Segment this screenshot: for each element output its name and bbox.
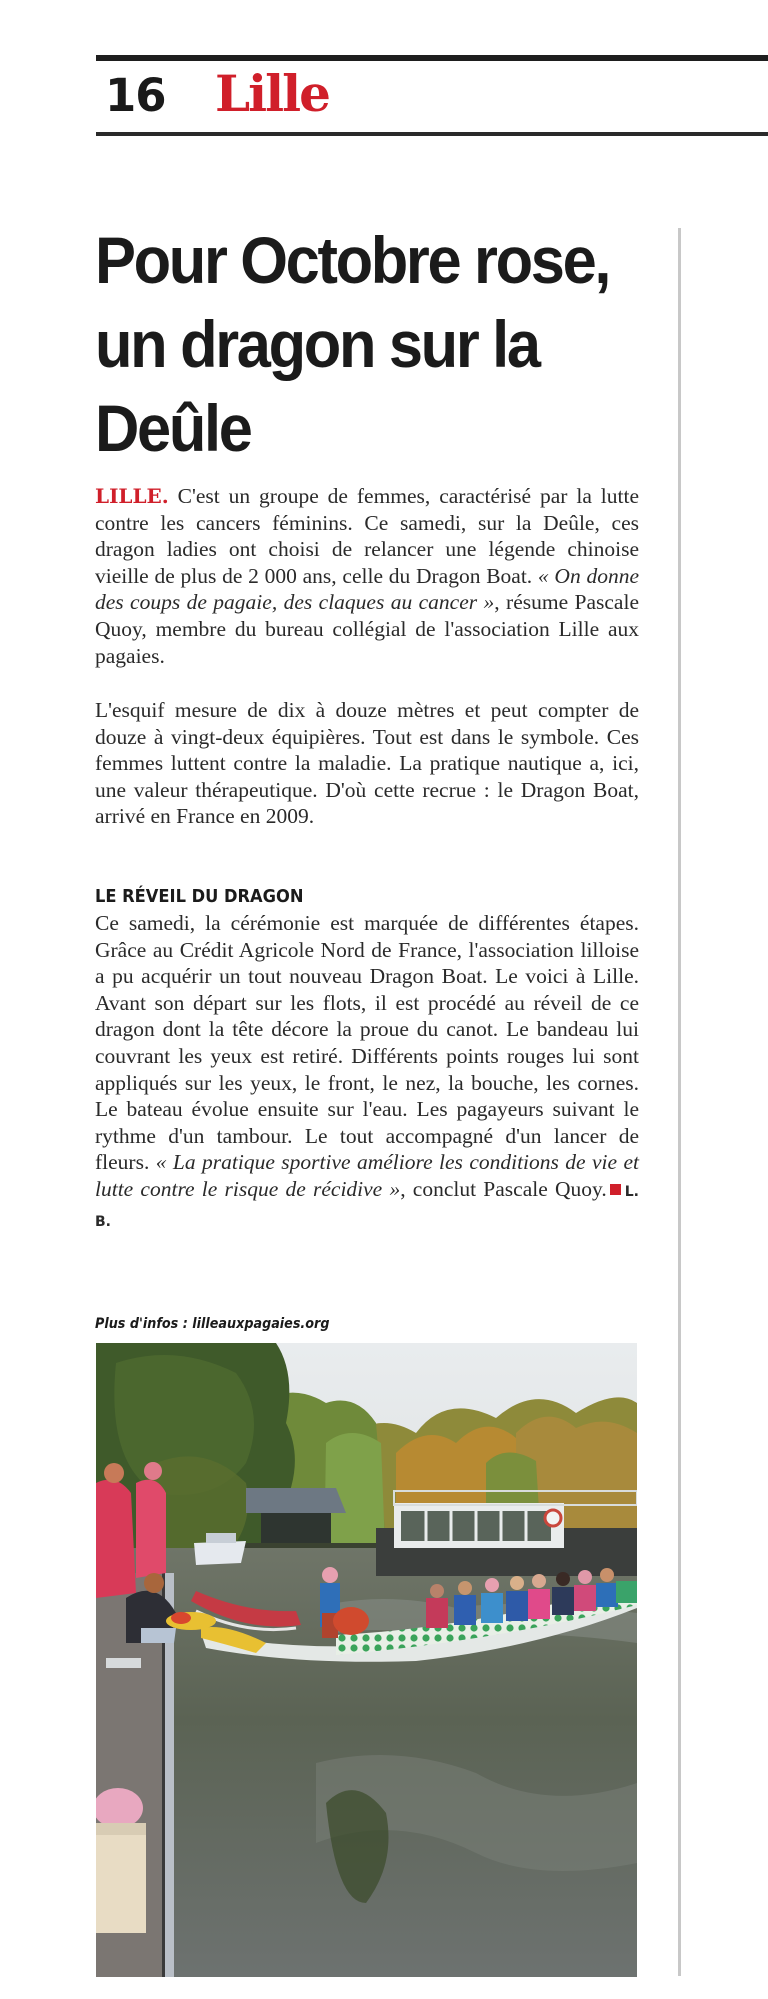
page-number: 16 [105,69,166,122]
quote: « La pratique sportive améliore les conditions de vie et lutte contre le risque de récidive » [95,1150,640,1201]
paragraph-text: , résume Pascale Quoy, membre du bureau collégial de l'association Lille aux pagaies. [95,590,639,668]
section-title: Lille [215,64,329,123]
article-paragraph-3 [95,910,639,1235]
article-paragraph-2 [95,697,639,830]
more-info-link[interactable]: Plus d'infos : lilleauxpagaies.org [95,1316,330,1332]
header-bottom-rule [96,132,768,136]
paragraph-text: , conclut Pascale Quoy. [400,1176,607,1201]
quote: « On donne des coups de pagaie, des claques au cancer » [95,563,639,615]
article-paragraph-1 [95,483,639,669]
paragraph-text: C'est un groupe de femmes, caractérisé par la lutte contre les cancers féminins. Ce samedi, sur la Deûle, ces dragon ladies ont choisi de relancer une légende chinoise vieille de plus de 2 000 ans, celle du Dragon Boat. [95,484,639,588]
column-divider [678,228,681,1976]
article-subhead: LE RÉVEIL DU DRAGON [95,887,304,907]
author-initials: L. B. [95,1183,639,1230]
paragraph-text: L'esquif mesure de dix à douze mètres et peut compter de douze à vingt-deux équipières. Tout est dans le symbole. Ces femmes luttent contre la maladie. La pratique nautique a, ici, une valeur thérapeutique. D'où cette recrue : le Dragon Boat, arrivé en France en 2009. [95,698,639,829]
article-headline: Pour Octobre rose, un dragon sur la Deûle [95,223,610,465]
dateline: LILLE. [95,484,169,508]
article-photo [96,1343,637,1977]
paragraph-text: Ce samedi, la cérémonie est marquée de différentes étapes. Grâce au Crédit Agricole Nord de France, l'association lilloise a pu acquérir un tout nouveau Dragon Boat. Le voici à Lille. Avant son départ sur les flots, il est procédé au réveil de ce dragon dont la tête décore la proue du canot. Le bandeau lui couvrant les yeux est retiré. Différents points rouges lui sont appliqués sur les yeux, le front, le nez, la bouche, les cornes. Le bateau évolue ensuite sur l'eau. Les pagayeurs suivant le rythme d'un tambour. Le tout accompagné d'un lancer de fleurs. [95,911,639,1175]
header-top-rule [96,55,768,61]
end-mark-square-icon [610,1184,621,1195]
